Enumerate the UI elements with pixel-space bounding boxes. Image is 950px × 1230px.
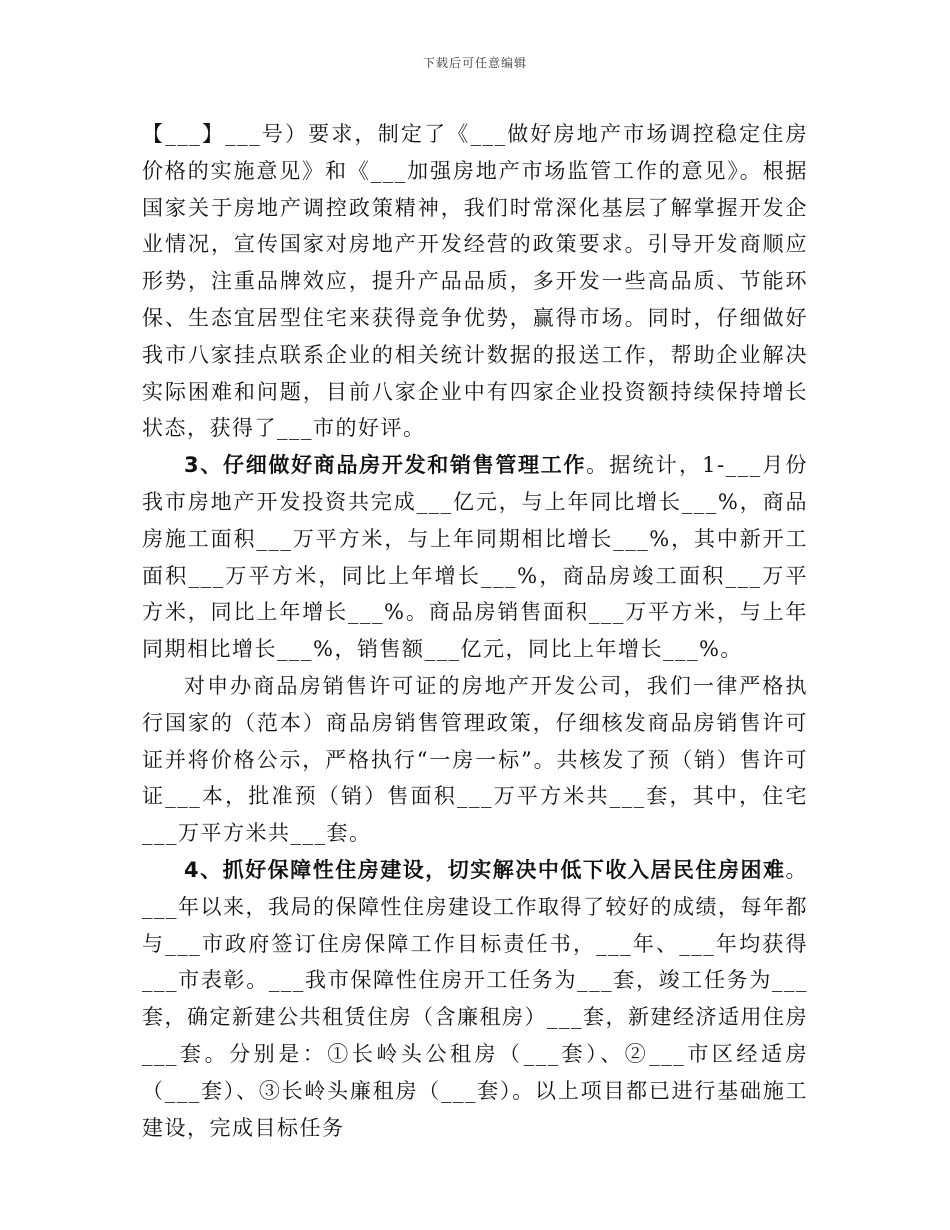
- section-heading: 4、抓好保障性住房建设，切实解决中低下收入居民住房困难: [184, 857, 786, 882]
- paragraph-text: 对申办商品房销售许可证的房地产开发公司，我们一律严格执行国家的（范本）商品房销售管理政策，仔细核发商品房销售许可证并将价格公示，严格执行“一房一标”。共核发了预（销）售许可证___本，批准预（销）售面积___万平方米共___套，其中，住宅___万平方米共___套。: [142, 673, 808, 846]
- paragraph-text: 。据统计，1-___月份我市房地产开发投资共完成___亿元，与上年同比增长___%，商品房施工面积___万平方米，与上年同期相比增长___%，其中新开工面积___万平方米，同比上年增长___%，商品房竣工面积___万平方米，同比上年增长___%。商品房销售面积___万平方米，与上年同期相比增长___%，销售额___亿元，同比上年增长___%。: [142, 453, 808, 662]
- paragraph-text: 。___年以来，我局的保障性住房建设工作取得了较好的成绩，每年都与___市政府签订住房保障工作目标责任书，___年、___年均获得___市表彰。___我市保障性住房开工任务为___套，竣工任务为___套，确定新建公共租赁住房（含廉租房）___套，新建经济适用住房___套。分别是：①长岭头公租房（___套）、②___市区经适房（___套）、③长岭头廉租房（___套）。以上项目都已进行基础施工建设，完成目标任务: [142, 857, 808, 1140]
- paragraph-policy-implementation: [142, 116, 808, 447]
- section-heading: 3、仔细做好商品房开发和销售管理工作: [184, 453, 587, 478]
- paragraph-affordable-housing: [142, 852, 808, 1146]
- paragraph-commercial-housing: [142, 447, 808, 668]
- page-header: 下载后可任意编辑: [422, 56, 527, 70]
- document-body: [142, 116, 808, 1146]
- paragraph-sales-permits: [142, 668, 808, 852]
- paragraph-text: 【___】___号）要求，制定了《___做好房地产市场调控稳定住房价格的实施意见》和《___加强房地产市场监管工作的意见》。根据国家关于房地产调控政策精神，我们时常深化基层了解掌握开发企业情况，宣传国家对房地产开发经营的政策要求。引导开发商顺应形势，注重品牌效应，提升产品品质，多开发一些高品质、节能环保、生态宜居型住宅来获得竞争优势，赢得市场。同时，仔细做好我市八家挂点联系企业的相关统计数据的报送工作，帮助企业解决实际困难和问题，目前八家企业中有四家企业投资额持续保持增长状态，获得了___市的好评。: [142, 122, 808, 441]
